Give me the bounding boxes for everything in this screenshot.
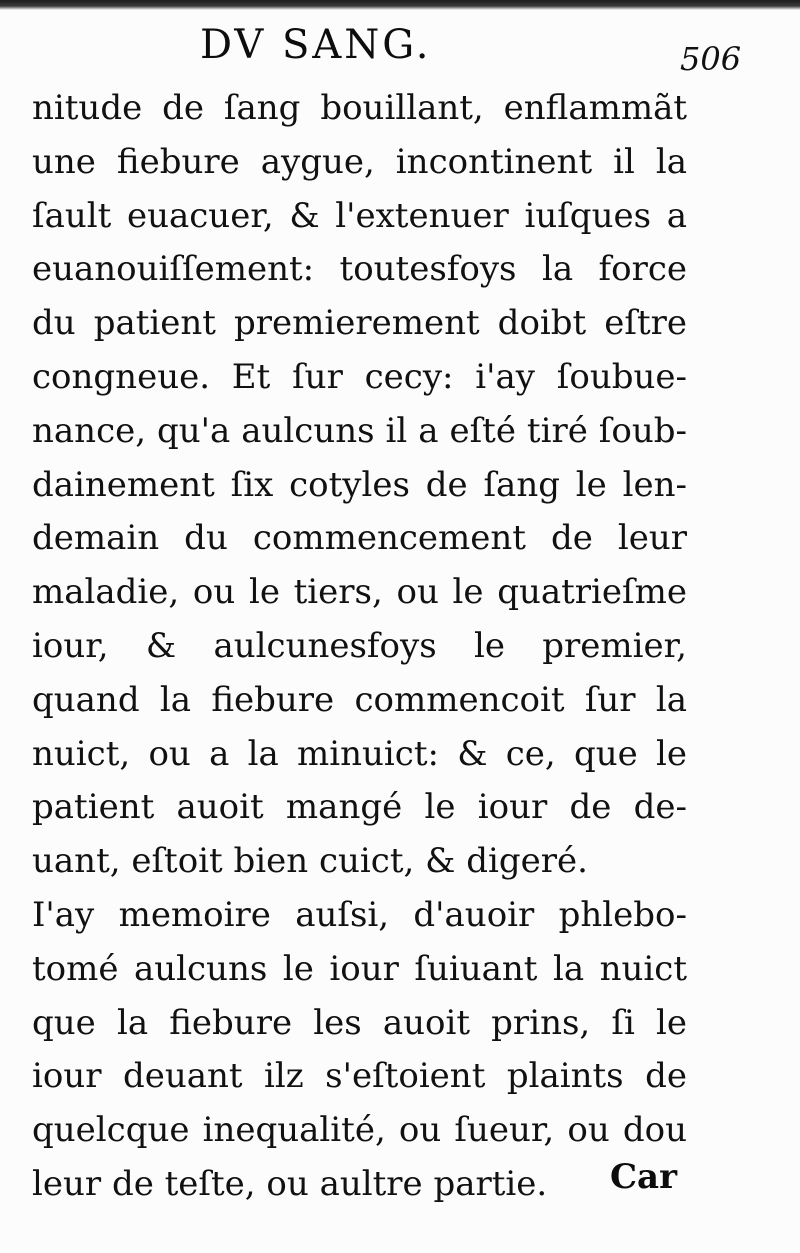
text-line: iour, & aulcunesfoys le premier, bbox=[32, 625, 687, 666]
text-line: maladie, ou le tiers, ou le quatrieſme bbox=[32, 572, 687, 613]
text-line: du patient premierement doibt eſtre bbox=[32, 303, 687, 344]
body-text bbox=[32, 82, 687, 1212]
catchword: Car bbox=[610, 1157, 678, 1197]
text-line: iour deuant ilz s'eſtoient plaints de bbox=[32, 1056, 687, 1097]
text-line: congneue. Et ſur cecy: i'ay ſoubue- bbox=[32, 356, 687, 397]
text-line: quand la fiebure commencoit ſur la bbox=[32, 679, 687, 720]
text-line: uant, eſtoit bien cuict, & digeré. bbox=[32, 841, 588, 882]
text-line: une fiebure aygue, incontinent il la bbox=[32, 141, 687, 182]
text-line: I'ay memoire auſsi, d'auoir phlebo- bbox=[32, 894, 687, 935]
scan-edge bbox=[0, 0, 800, 10]
text-line: leur de teſte, ou aultre partie. bbox=[32, 1163, 548, 1204]
text-line: euanouiſſement: toutesfoys la force bbox=[32, 249, 687, 290]
text-line: dainement ſix cotyles de ſang le len- bbox=[32, 464, 687, 505]
text-line: nuict, ou a la minuict: & ce, que le bbox=[32, 733, 687, 774]
text-line: ſault euacuer, & l'extenuer iuſques a bbox=[32, 195, 687, 236]
text-line: que la fiebure les auoit prins, ſi le bbox=[32, 1002, 687, 1043]
text-line: nance, qu'a aulcuns il a eſté tiré ſoub- bbox=[32, 410, 687, 451]
text-line: tomé aulcuns le iour ſuiuant la nuict bbox=[32, 948, 687, 989]
text-line: patient auoit mangé le iour de de- bbox=[32, 787, 687, 828]
text-line: nitude de ſang bouillant, enflammãt bbox=[32, 88, 687, 128]
page-number: 506 bbox=[680, 40, 742, 78]
text-line: quelcque inequalité, ou ſueur, ou dou bbox=[32, 1110, 687, 1151]
running-title: DV SANG. bbox=[200, 22, 432, 68]
bleed-through-text bbox=[95, 28, 108, 68]
text-line: demain du commencement de leur bbox=[32, 518, 687, 559]
